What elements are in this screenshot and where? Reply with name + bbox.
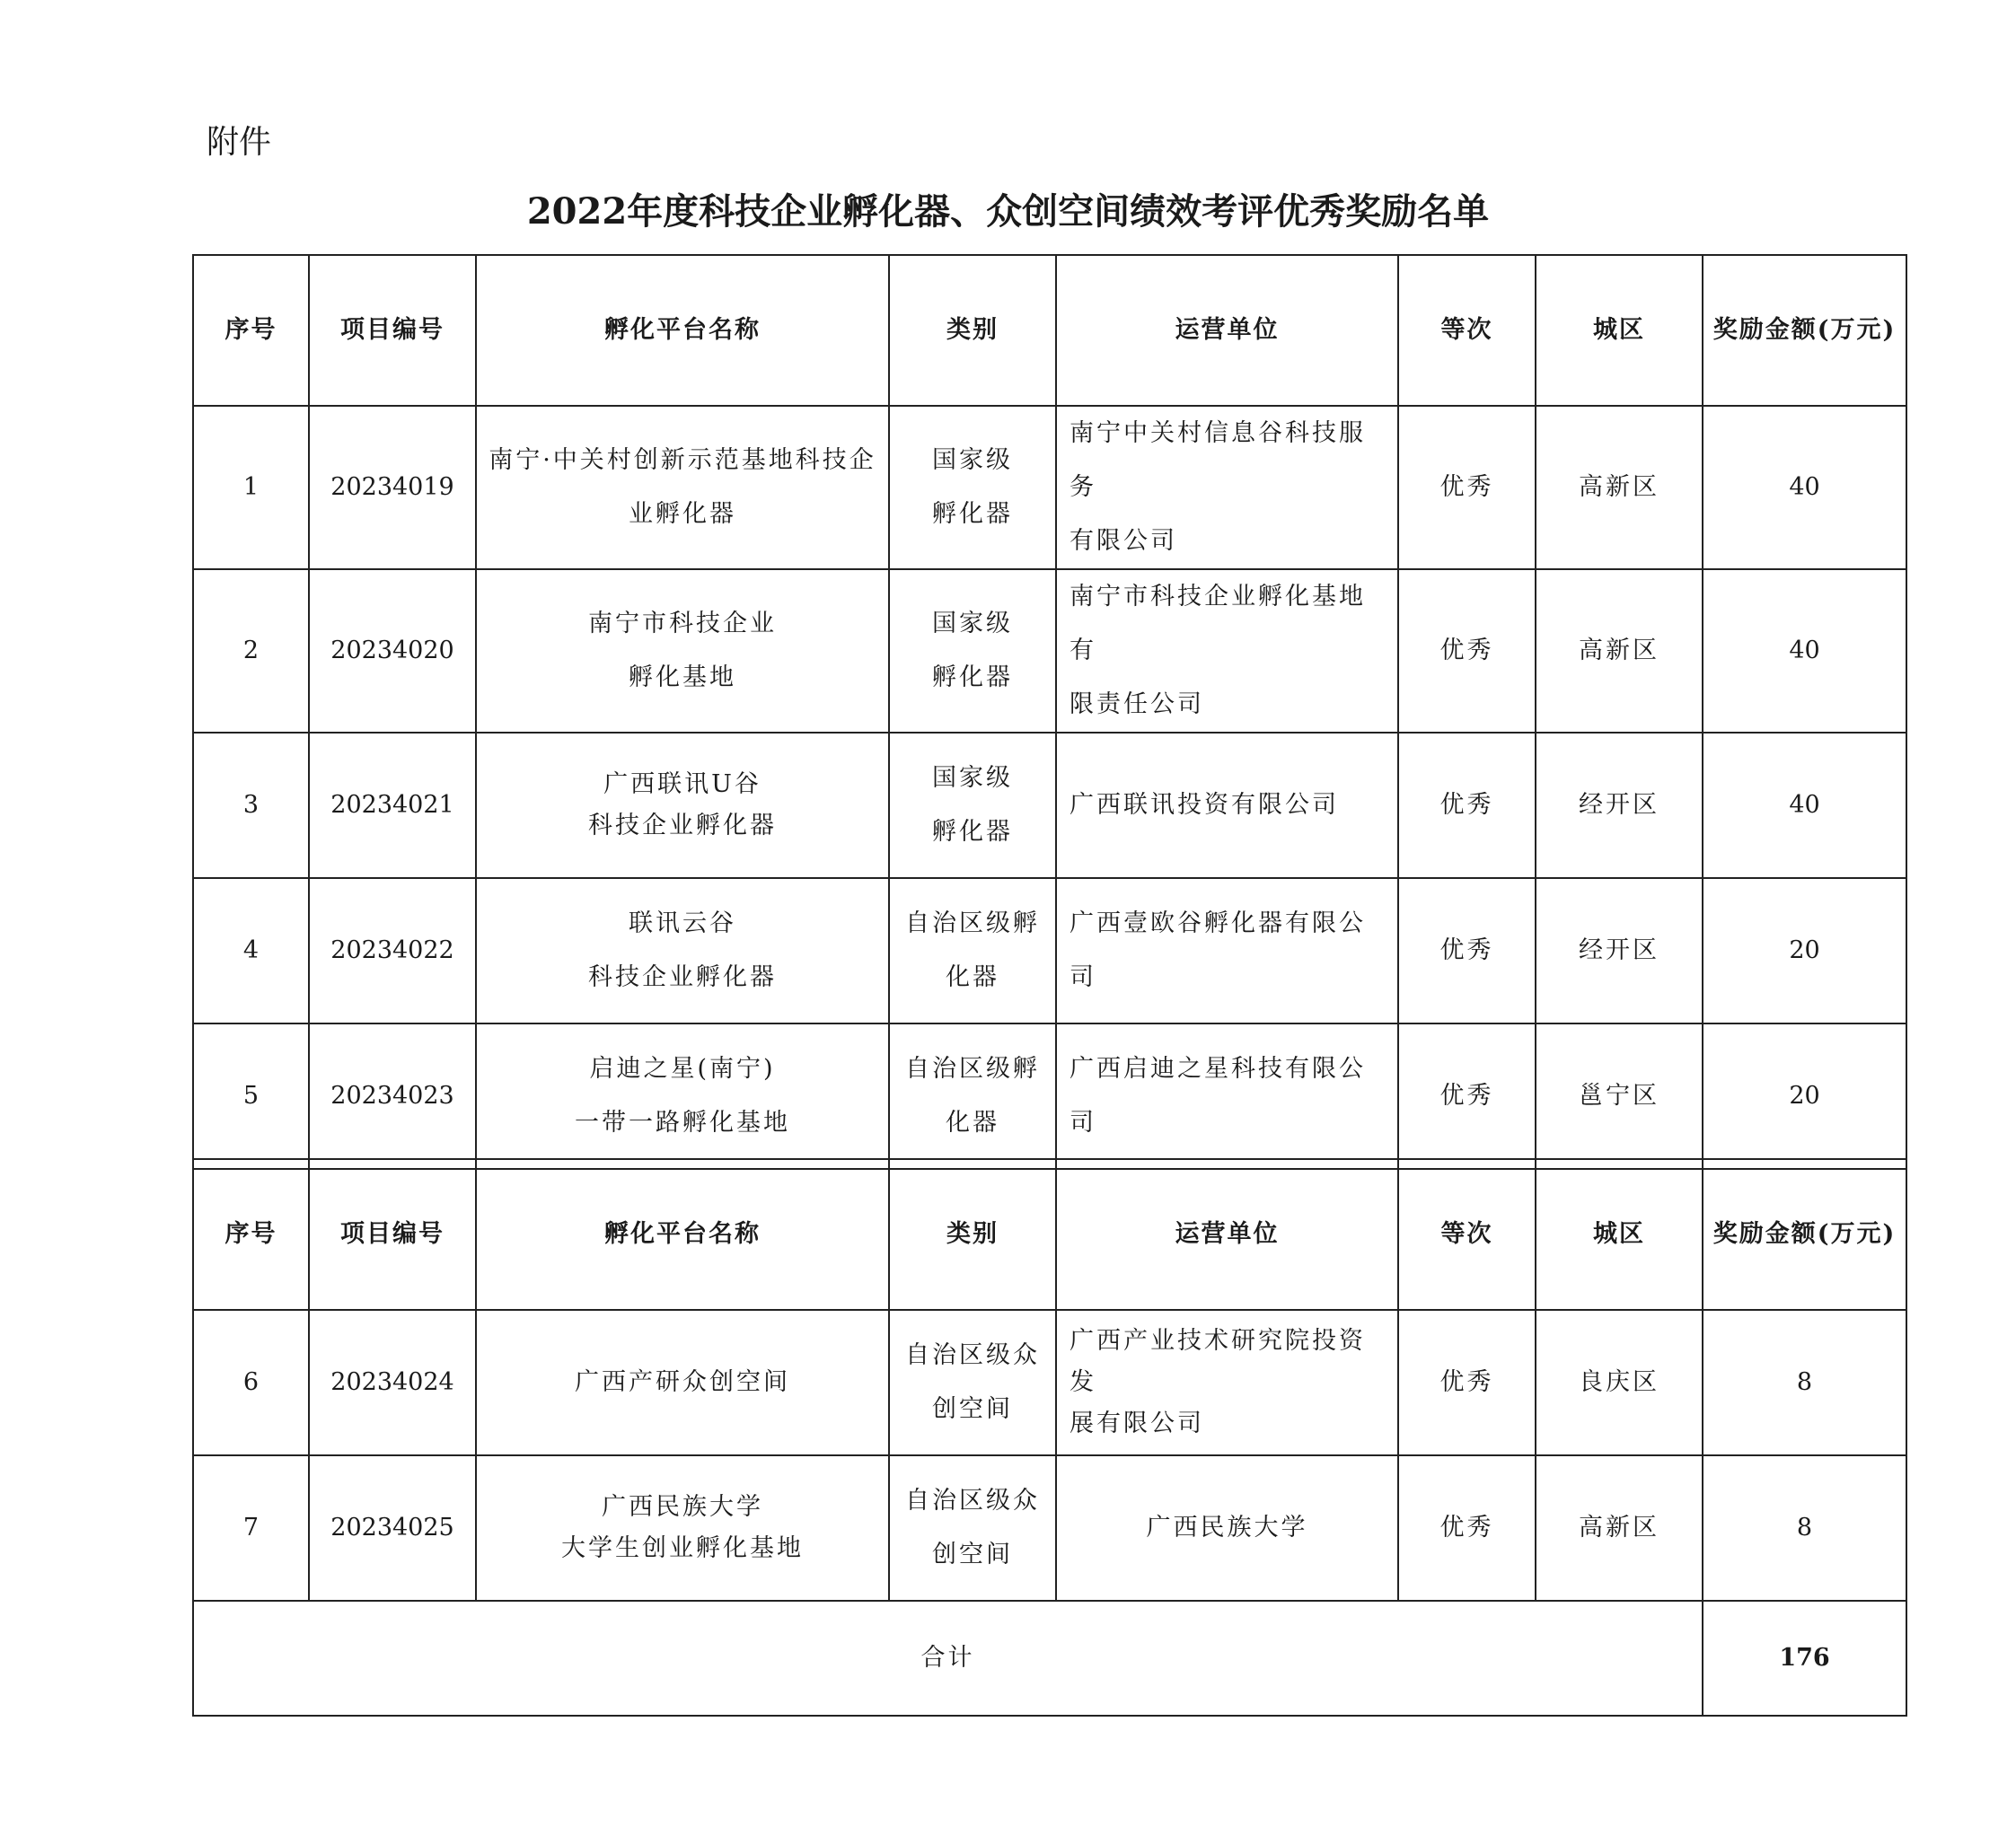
cell-amount: 8: [1703, 1455, 1906, 1601]
cell-operator: [1056, 406, 1398, 569]
category-line: 孵化器: [932, 500, 1013, 528]
cell-amount: 8: [1703, 1310, 1906, 1455]
header-row: [193, 1159, 1906, 1310]
operator-line: 展有限公司: [1070, 1410, 1204, 1437]
total-label: 合计: [193, 1601, 1703, 1716]
cell-grade: 优秀: [1398, 1310, 1536, 1455]
platform-name-line: 大学生创业孵化基地: [561, 1534, 804, 1562]
header-amount: 奖励金额(万元): [1703, 1159, 1906, 1310]
category-line: 自治区级众: [905, 1341, 1040, 1369]
document-title: 2022年度科技企业孵化器、众创空间绩效考评优秀奖励名单: [526, 190, 1490, 233]
cell-grade: 优秀: [1398, 569, 1536, 733]
platform-name-line: 联讯云谷: [629, 909, 736, 937]
cell-grade: 优秀: [1398, 878, 1536, 1023]
category-line: 自治区级孵: [905, 909, 1040, 937]
cell-seq: 5: [193, 1023, 309, 1169]
cell-platform-name: [476, 406, 889, 569]
cell-project-code: 20234023: [309, 1023, 476, 1169]
platform-name-line: 启迪之星(南宁): [589, 1055, 776, 1083]
cell-seq: 7: [193, 1455, 309, 1601]
table-row: [193, 878, 1906, 1023]
category-line: 化器: [946, 963, 999, 991]
platform-name-line: 南宁市科技企业: [588, 610, 777, 637]
table-row: [193, 733, 1906, 878]
cell-project-code: 20234024: [309, 1310, 476, 1455]
cell-platform-name: [476, 1023, 889, 1169]
cell-seq: 6: [193, 1310, 309, 1455]
operator-line: 南宁中关村信息谷科技服务: [1070, 419, 1366, 501]
cell-category: [889, 1310, 1056, 1455]
header-platform-name: 孵化平台名称: [476, 255, 889, 406]
cell-project-code: 20234025: [309, 1455, 476, 1601]
cell-category: [889, 733, 1056, 878]
category-line: 创空间: [932, 1395, 1013, 1423]
cell-amount: 20: [1703, 878, 1906, 1023]
header-seq: 序号: [193, 1159, 309, 1310]
header-seq: 序号: [193, 255, 309, 406]
award-table-part-1: [192, 254, 1907, 1170]
operator-line: 广西产业技术研究院投资发: [1070, 1327, 1366, 1396]
cell-operator: [1056, 733, 1398, 878]
cell-operator: [1056, 1023, 1398, 1169]
table-row: [193, 1023, 1906, 1169]
platform-name-line: 科技企业孵化器: [588, 963, 777, 991]
cell-category: [889, 406, 1056, 569]
cell-platform-name: [476, 878, 889, 1023]
award-table-part-2: [192, 1158, 1907, 1717]
platform-name-line: 孵化基地: [629, 663, 736, 691]
category-line: 化器: [946, 1109, 999, 1137]
attachment-label: 附件: [207, 124, 272, 161]
cell-district: 经开区: [1536, 878, 1703, 1023]
cell-grade: 优秀: [1398, 406, 1536, 569]
header-project-code: 项目编号: [309, 255, 476, 406]
header-operator: 运营单位: [1056, 255, 1398, 406]
category-line: 国家级: [932, 610, 1013, 637]
operator-line: 广西启迪之星科技有限公司: [1070, 1055, 1366, 1137]
header-row: [193, 255, 1906, 406]
cell-seq: 4: [193, 878, 309, 1023]
category-line: 自治区级众: [905, 1487, 1040, 1515]
cell-grade: 优秀: [1398, 1023, 1536, 1169]
header-platform-name: 孵化平台名称: [476, 1159, 889, 1310]
cell-category: [889, 1455, 1056, 1601]
table-row: [193, 406, 1906, 569]
cell-seq: 2: [193, 569, 309, 733]
cell-platform-name: [476, 1310, 889, 1455]
header-grade: 等次: [1398, 255, 1536, 406]
table-row: [193, 1310, 1906, 1455]
operator-line: 南宁市科技企业孵化基地有: [1070, 583, 1366, 664]
operator-line: 限责任公司: [1070, 690, 1204, 718]
header-district: 城区: [1536, 255, 1703, 406]
total-row: [193, 1601, 1906, 1716]
category-line: 孵化器: [932, 818, 1013, 846]
cell-seq: 1: [193, 406, 309, 569]
cell-district: 高新区: [1536, 406, 1703, 569]
cell-platform-name: [476, 1455, 889, 1601]
operator-line: 广西壹欧谷孵化器有限公司: [1070, 909, 1366, 991]
header-category: 类别: [889, 255, 1056, 406]
category-line: 创空间: [932, 1541, 1013, 1568]
category-line: 国家级: [932, 446, 1013, 474]
platform-name-line: 广西联讯U谷: [603, 770, 762, 798]
cell-operator: [1056, 1455, 1398, 1601]
table-row: [193, 1455, 1906, 1601]
cell-district: 经开区: [1536, 733, 1703, 878]
cell-grade: 优秀: [1398, 733, 1536, 878]
category-line: 自治区级孵: [905, 1055, 1040, 1083]
header-grade: 等次: [1398, 1159, 1536, 1310]
cell-amount: 40: [1703, 733, 1906, 878]
cell-amount: 20: [1703, 1023, 1906, 1169]
cell-platform-name: [476, 569, 889, 733]
cell-category: [889, 1023, 1056, 1169]
operator-line: 广西联讯投资有限公司: [1070, 791, 1339, 819]
cell-operator: [1056, 1310, 1398, 1455]
platform-name-line: 业孵化器: [629, 500, 736, 528]
cell-district: 高新区: [1536, 1455, 1703, 1601]
operator-line: 有限公司: [1070, 527, 1177, 555]
cell-category: [889, 569, 1056, 733]
cell-operator: [1056, 878, 1398, 1023]
cell-project-code: 20234019: [309, 406, 476, 569]
cell-project-code: 20234021: [309, 733, 476, 878]
cell-district: 良庆区: [1536, 1310, 1703, 1455]
cell-district: 高新区: [1536, 569, 1703, 733]
table-row: [193, 569, 1906, 733]
platform-name-line: 一带一路孵化基地: [575, 1109, 790, 1137]
platform-name-line: 广西产研众创空间: [575, 1368, 790, 1396]
cell-operator: [1056, 569, 1398, 733]
cell-seq: 3: [193, 733, 309, 878]
cell-platform-name: [476, 733, 889, 878]
cell-project-code: 20234020: [309, 569, 476, 733]
platform-name-line: 广西民族大学: [602, 1493, 763, 1521]
cell-project-code: 20234022: [309, 878, 476, 1023]
cell-category: [889, 878, 1056, 1023]
platform-name-line: 南宁·中关村创新示范基地科技企: [489, 446, 876, 474]
cell-amount: 40: [1703, 569, 1906, 733]
header-operator: 运营单位: [1056, 1159, 1398, 1310]
total-value: 176: [1703, 1601, 1906, 1716]
header-district: 城区: [1536, 1159, 1703, 1310]
header-amount: 奖励金额(万元): [1703, 255, 1906, 406]
category-line: 国家级: [932, 764, 1013, 792]
operator-line: 广西民族大学: [1146, 1514, 1308, 1542]
cell-district: 邕宁区: [1536, 1023, 1703, 1169]
platform-name-line: 科技企业孵化器: [588, 812, 777, 839]
header-category: 类别: [889, 1159, 1056, 1310]
header-project-code: 项目编号: [309, 1159, 476, 1310]
category-line: 孵化器: [932, 663, 1013, 691]
cell-amount: 40: [1703, 406, 1906, 569]
cell-grade: 优秀: [1398, 1455, 1536, 1601]
